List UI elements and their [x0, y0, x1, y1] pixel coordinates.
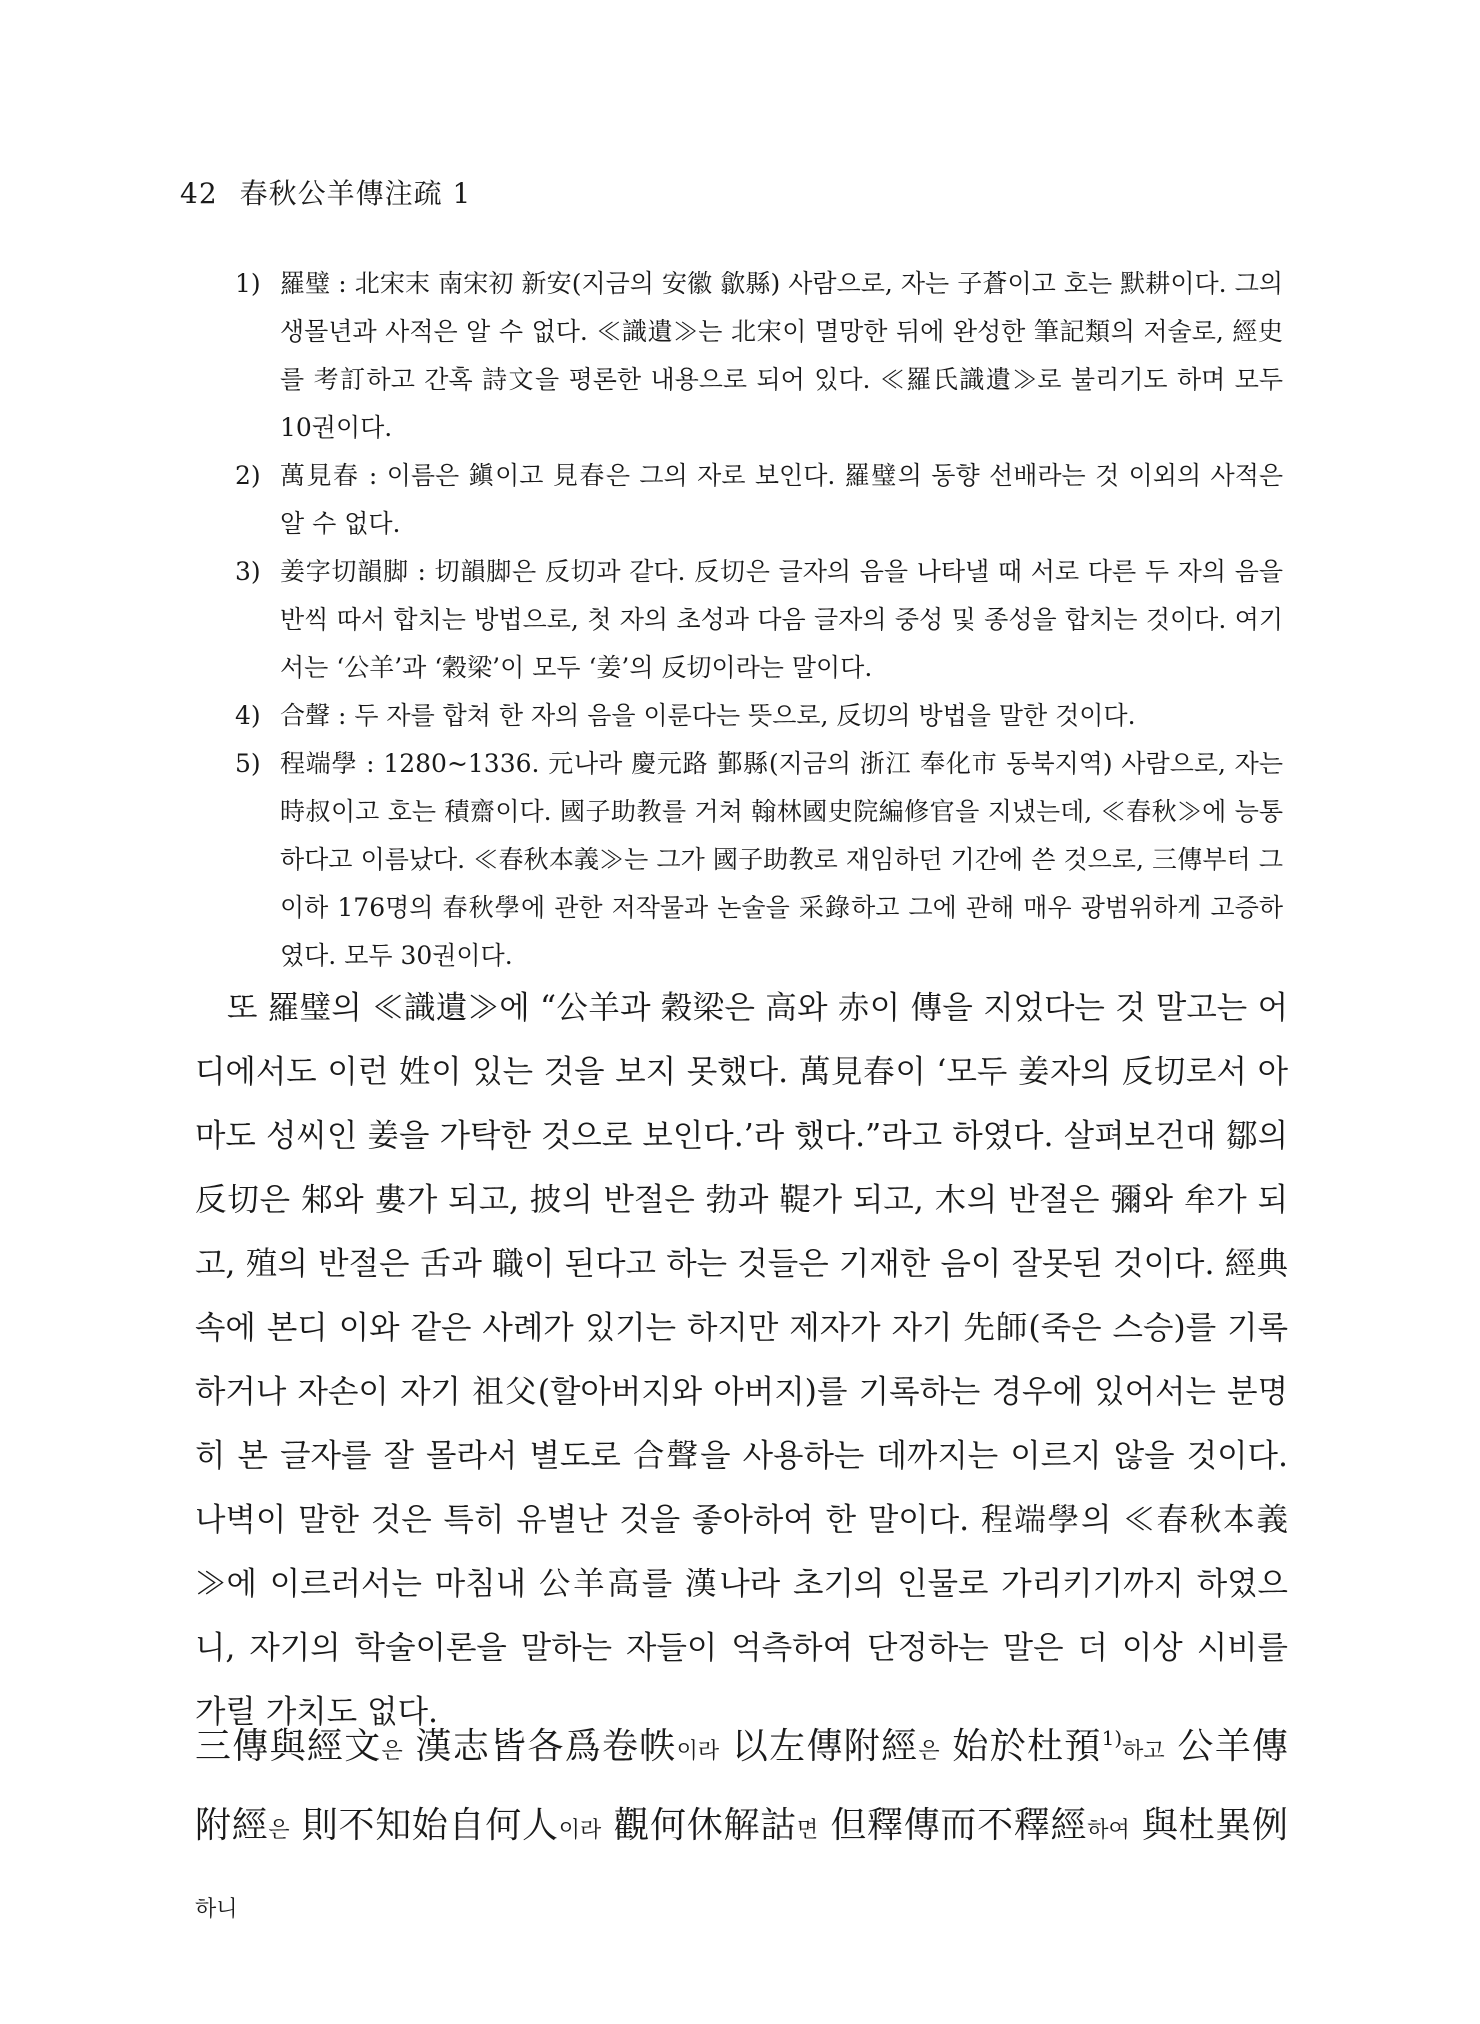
classical-phrase: 漢志皆各爲卷帙: [415, 1726, 677, 1767]
reading-mark: 면: [796, 1818, 819, 1843]
footnote: [235, 260, 1283, 452]
classical-phrase: 以左傳附經: [731, 1726, 919, 1767]
page-number: 42: [180, 177, 218, 210]
translation-paragraph: 또 羅璧의 ≪識遺≫에 “公羊과 穀梁은 高와 赤이 傳을 지었다는 것 말고는 어디에서도 이런 姓이 있는 것을 보지 못했다. 萬見春이 ‘모두 姜자의 反切로서 아마도 성씨인 姜을 가탁한 것으로 보인다.’라 했다.”라고 하였다. 살펴보건대 鄒의 反切은 邾와 婁가 되고, 披의 반절은 勃과 鞮가 되고, 木의 반절은 彌와 牟가 되고, 殖의 반절은 舌과 職이 된다고 하는 것들은 기재한 음이 잘못된 것이다. 經典 속에 본디 이와 같은 사례가 있기는 하지만 제자가 자기 先師(죽은 스승)를 기록하거나 자손이 자기 祖父(할아버지와 아버지)를 기록하는 경우에 있어서는 분명히 본 글자를 잘 몰라서 별도로 合聲을 사용하는 데까지는 이르지 않을 것이다. 나벽이 말한 것은 특히 유별난 것을 좋아하여 한 말이다. 程端學의 ≪春秋本義≫에 이르러서는 마침내 公羊高를 漢나라 초기의 인물로 가리키기까지 하였으니, 자기의 학술이론을 말하는 자들이 억측하여 단정하는 말은 더 이상 시비를 가릴 가치도 없다.: [195, 990, 1288, 1730]
footnote-text: 合聲 : 두 자를 합쳐 한 자의 음을 이룬다는 뜻으로, 反切의 방법을 말한 것이다.: [280, 701, 1136, 730]
classical-phrase: 但釋傳而不釋經: [830, 1805, 1088, 1846]
reading-mark: 은: [268, 1818, 290, 1843]
reading-mark: 하니: [195, 1897, 238, 1922]
classical-phrase: 三傳與經文: [195, 1726, 382, 1767]
classical-text: [195, 1710, 1288, 1947]
footnote-number: 5): [235, 749, 261, 778]
classical-phrase: 則不知始自何人: [301, 1805, 559, 1846]
footnote-number: 4): [235, 701, 261, 730]
classical-phrase: 公羊傳附經: [195, 1726, 1288, 1846]
footnote: [235, 452, 1283, 548]
reading-mark: 은: [381, 1739, 403, 1764]
classical-phrase: 與杜異例: [1141, 1805, 1288, 1846]
running-header: [180, 172, 471, 212]
book-title: 春秋公羊傳注疏 1: [239, 177, 472, 210]
reading-mark: 이라: [558, 1818, 602, 1843]
footnote-text: 姜字切韻脚 : 切韻脚은 反切과 같다. 反切은 글자의 음을 나타낼 때 서로 다른 두 자의 음을 반씩 따서 합치는 방법으로, 첫 자의 초성과 다음 글자의 중성 및 종성을 합치는 것이다. 여기서는 ‘公羊’과 ‘穀梁’이 모두 ‘姜’의 反切이라는 말이다.: [280, 557, 1283, 682]
classical-phrase: 觀何休解詁: [613, 1805, 797, 1846]
footnote: [235, 740, 1283, 980]
footnote-number: 2): [235, 461, 261, 490]
reading-mark: 하여: [1087, 1818, 1130, 1843]
footnotes: [235, 260, 1283, 980]
footnote-text: 萬見春 : 이름은 鎭이고 見春은 그의 자로 보인다. 羅璧의 동향 선배라는 것 이외의 사적은 알 수 없다.: [280, 461, 1283, 538]
reading-mark: 이라: [676, 1739, 720, 1764]
footnote-number: 3): [235, 557, 261, 586]
reading-mark: 은: [918, 1739, 940, 1764]
footnote-text: 程端學 : 1280~1336. 元나라 慶元路 鄞縣(지금의 浙江 奉化市 동북지역) 사람으로, 자는 時叔이고 호는 積齋이다. 國子助教를 거쳐 翰林國史院編修官을 지냈는데, ≪春秋≫에 능통하다고 이름났다. ≪春秋本義≫는 그가 國子助教로 재임하던 기간에 쓴 것으로, 三傳부터 그 이하 176명의 春秋學에 관한 저작물과 논술을 采錄하고 그에 관해 매우 광범위하게 고증하였다. 모두 30권이다.: [280, 749, 1283, 970]
reading-mark: 하고: [1122, 1739, 1165, 1764]
classical-phrase: 始於杜預: [952, 1726, 1102, 1767]
footnote-text: 羅璧 : 北宋末 南宋初 新安(지금의 安徽 歙縣) 사람으로, 자는 子蒼이고 호는 默耕이다. 그의 생몰년과 사적은 알 수 없다. ≪識遺≫는 北宋이 멸망한 뒤에 완성한 筆記類의 저술로, 經史를 考訂하고 간혹 詩文을 평론한 내용으로 되어 있다. ≪羅氏識遺≫로 불리기도 하며 모두 10권이다.: [280, 269, 1283, 442]
footnote-reference[interactable]: 1): [1101, 1726, 1123, 1750]
footnote: [235, 692, 1283, 740]
footnote: [235, 548, 1283, 692]
footnote-number: 1): [235, 269, 261, 298]
